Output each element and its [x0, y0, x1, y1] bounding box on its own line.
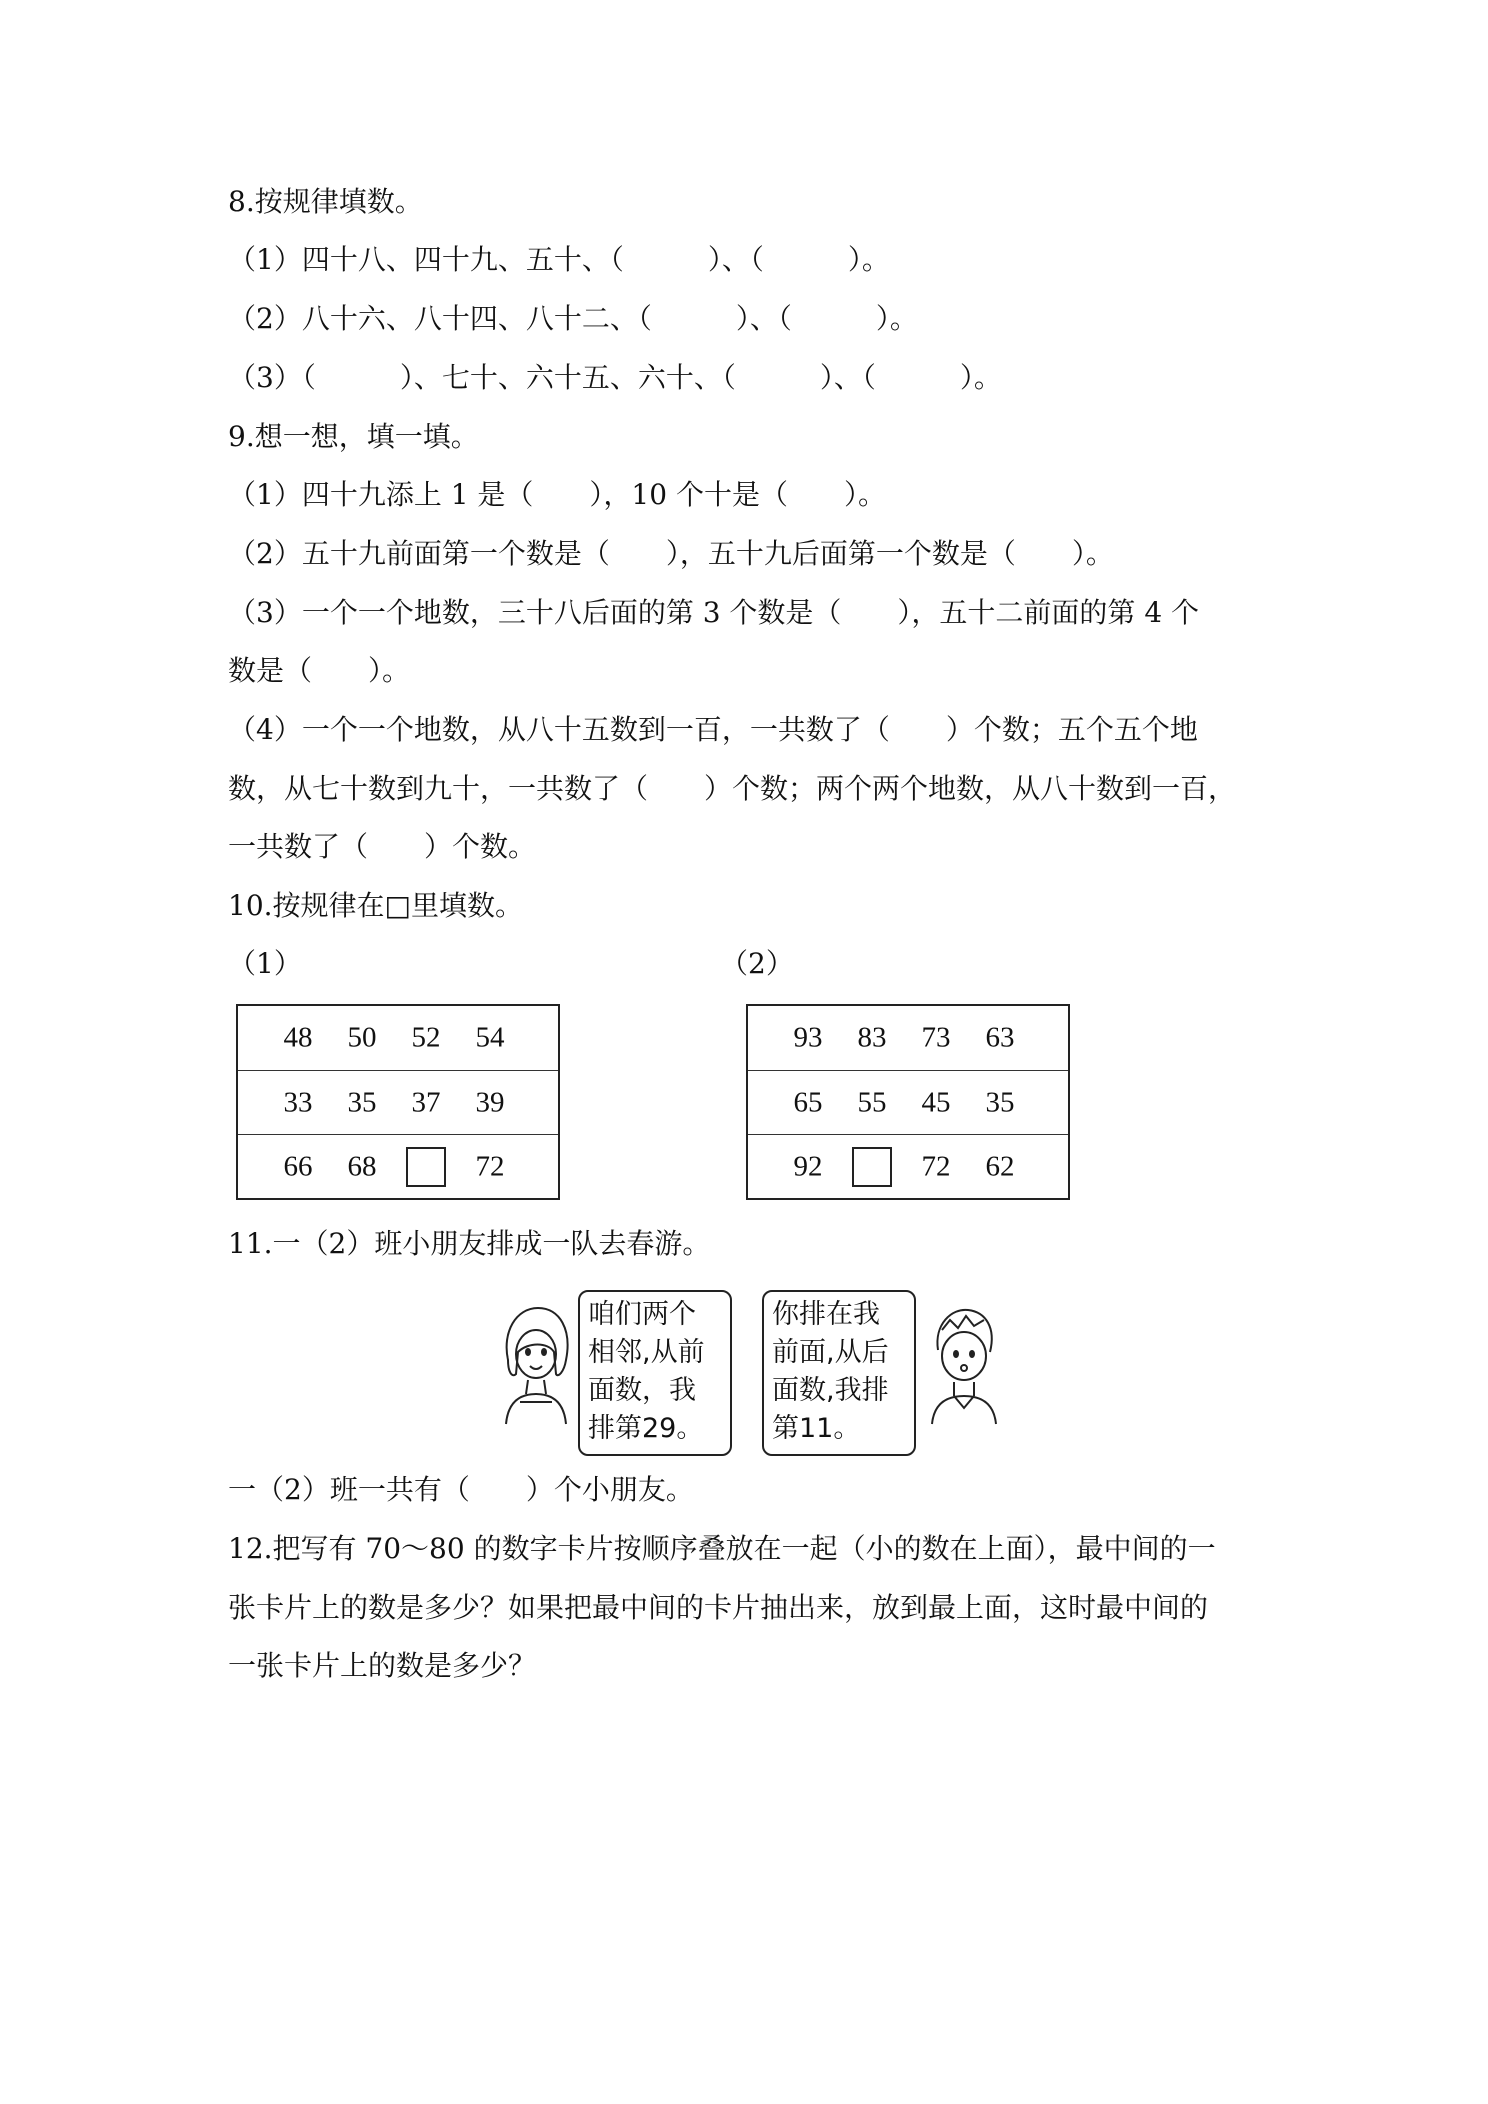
- q8-title: 8.按规律填数。: [228, 185, 423, 218]
- grid-number: 63: [985, 1021, 1015, 1054]
- grid-number: 92: [793, 1150, 823, 1183]
- q8-line-2: （2）八十六、八十四、八十二、（ ）、（ ）。: [228, 302, 918, 335]
- q11-answer: 一（2）班一共有（ ）个小朋友。: [228, 1473, 694, 1506]
- q12-line-3: 一张卡片上的数是多少？: [228, 1649, 537, 1682]
- girl-bubble-line: 排第29。: [588, 1413, 704, 1444]
- q9-line-1: （1）四十九添上 1 是（ ），10 个十是（ ）。: [228, 478, 886, 511]
- grid-number: 52: [411, 1021, 441, 1054]
- girl-illustration: [498, 1302, 574, 1426]
- q9-line-2: （2）五十九前面第一个数是（ ），五十九后面第一个数是（ ）。: [228, 537, 1114, 570]
- q10-label-2: （2）: [720, 947, 794, 980]
- answer-box[interactable]: [852, 1147, 892, 1187]
- boy-bubble-line: 你排在我: [772, 1299, 880, 1330]
- grid-number: 93: [793, 1021, 823, 1054]
- grid-number: 48: [283, 1021, 313, 1054]
- grid-row: [238, 1134, 558, 1199]
- grid-row: [748, 1006, 1068, 1070]
- girl-bubble-line: 面数，我: [588, 1375, 696, 1406]
- grid-number: 83: [857, 1021, 887, 1054]
- grid-number: 68: [347, 1150, 377, 1183]
- grid-number: 72: [475, 1150, 505, 1183]
- q9-line-4c: 一共数了（ ）个数。: [228, 830, 537, 863]
- q8-line-1: （1）四十八、四十九、五十、（ ）、（ ）。: [228, 243, 890, 276]
- grid-number: 55: [857, 1086, 887, 1119]
- grid-number: 73: [921, 1021, 951, 1054]
- number-grid-2: [746, 1004, 1070, 1200]
- boy-bubble-line: 面数,我排: [772, 1375, 889, 1406]
- grid-number: 33: [283, 1086, 313, 1119]
- q11-title: 11.一（2）班小朋友排成一队去春游。: [228, 1227, 711, 1260]
- grid-number: 72: [921, 1150, 951, 1183]
- boy-bubble-line: 第11。: [772, 1413, 861, 1444]
- grid-number: 35: [347, 1086, 377, 1119]
- q9-line-3a: （3）一个一个地数，三十八后面的第 3 个数是（ ），五十二前面的第 4 个: [228, 596, 1200, 629]
- boy-bubble-line: 前面,从后: [772, 1337, 889, 1368]
- girl-speech-bubble: [578, 1290, 732, 1456]
- grid-row: [238, 1070, 558, 1135]
- grid-number: 50: [347, 1021, 377, 1054]
- boy-speech-bubble: [762, 1290, 916, 1456]
- boy-illustration: [924, 1302, 1002, 1426]
- q10-label-1: （1）: [228, 947, 302, 980]
- answer-box[interactable]: [406, 1147, 446, 1187]
- q9-line-4a: （4）一个一个地数，从八十五数到一百，一共数了（ ）个数；五个五个地: [228, 713, 1198, 746]
- number-grid-1: [236, 1004, 560, 1200]
- grid-number: 39: [475, 1086, 505, 1119]
- grid-number: 54: [475, 1021, 505, 1054]
- grid-number: 35: [985, 1086, 1015, 1119]
- grid-number: 37: [411, 1086, 441, 1119]
- q9-title: 9.想一想，填一填。: [228, 420, 479, 453]
- grid-number: 66: [283, 1150, 313, 1183]
- grid-number: 45: [921, 1086, 951, 1119]
- grid-row: [748, 1134, 1068, 1199]
- grid-number: 62: [985, 1150, 1015, 1183]
- q12-line-1: 12.把写有 70～80 的数字卡片按顺序叠放在一起（小的数在上面），最中间的一: [228, 1532, 1216, 1565]
- q10-title: 10.按规律在□里填数。: [228, 889, 523, 922]
- grid-number: 65: [793, 1086, 823, 1119]
- grid-row: [748, 1070, 1068, 1135]
- q8-line-3: （3）（ ）、七十、六十五、六十、（ ）、（ ）。: [228, 361, 1002, 394]
- q9-line-3b: 数是（ ）。: [228, 654, 411, 687]
- girl-bubble-line: 相邻,从前: [588, 1337, 705, 1368]
- grid-row: [238, 1006, 558, 1070]
- q12-line-2: 张卡片上的数是多少？如果把最中间的卡片抽出来，放到最上面，这时最中间的: [228, 1591, 1209, 1624]
- q9-line-4b: 数，从七十数到九十，一共数了（ ）个数；两个两个地数，从八十数到一百，: [228, 772, 1237, 805]
- girl-bubble-line: 咱们两个: [588, 1299, 696, 1330]
